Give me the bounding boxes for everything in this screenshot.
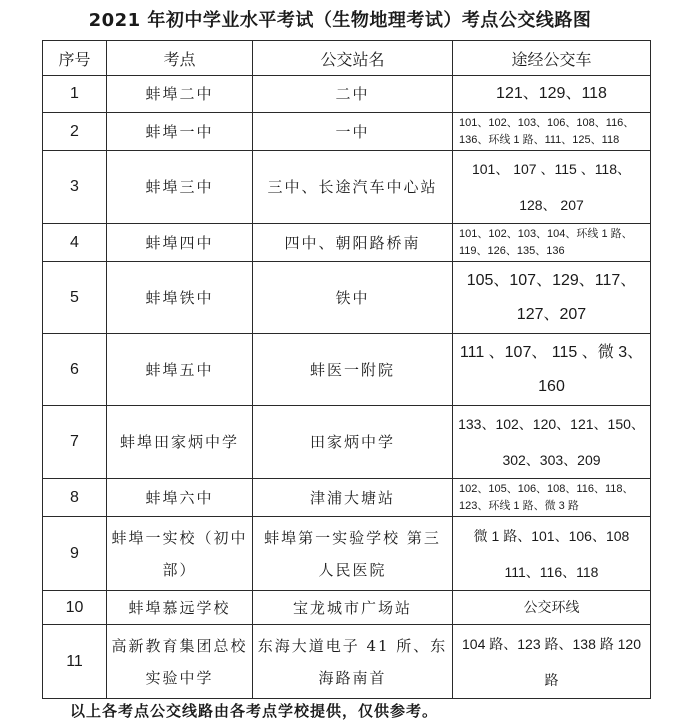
table-row: [43, 625, 651, 699]
row-routes: 102、105、106、108、116、118、123、环线 1 路、微 3 路: [453, 479, 651, 517]
table-row: [43, 591, 651, 625]
row-school: 蚌埠六中: [107, 479, 253, 517]
table-row: [43, 224, 651, 262]
row-no: 2: [43, 113, 107, 151]
table-row: [43, 334, 651, 406]
row-no: 10: [43, 591, 107, 625]
row-stop: 二中: [253, 76, 453, 113]
row-no: 6: [43, 334, 107, 406]
row-routes: 104 路、123 路、138 路 120 路: [453, 625, 651, 699]
page-title: 2021 年初中学业水平考试（生物地理考试）考点公交线路图: [88, 10, 592, 31]
row-school: 蚌埠慕远学校: [107, 591, 253, 625]
row-routes: 微 1 路、101、106、108 111、116、118: [453, 517, 651, 591]
header-no: 序号: [43, 41, 107, 76]
row-school: 蚌埠四中: [107, 224, 253, 262]
row-routes: 111 、107、 115 、微 3、160: [453, 334, 651, 406]
row-stop: 宝龙城市广场站: [253, 591, 453, 625]
row-no: 3: [43, 151, 107, 224]
row-school: 蚌埠田家炳中学: [107, 406, 253, 479]
row-routes: 105、107、129、117、127、207: [453, 262, 651, 334]
row-school: 蚌埠铁中: [107, 262, 253, 334]
row-routes: 133、102、120、121、150、302、303、209: [453, 406, 651, 479]
header-routes: 途经公交车: [453, 41, 651, 76]
row-stop: 三中、长途汽车中心站: [253, 151, 453, 224]
row-school: 蚌埠一实校（初中部）: [107, 517, 253, 591]
row-routes: 101、102、103、104、环线 1 路、119、126、135、136: [453, 224, 651, 262]
bus-route-table: [42, 40, 651, 699]
row-stop: 蚌埠第一实验学校 第三人民医院: [253, 517, 453, 591]
row-no: 8: [43, 479, 107, 517]
row-no: 4: [43, 224, 107, 262]
table-row: [43, 406, 651, 479]
row-no: 9: [43, 517, 107, 591]
row-stop: 铁中: [253, 262, 453, 334]
row-school: 蚌埠三中: [107, 151, 253, 224]
row-routes: 101、102、103、106、108、116、136、环线 1 路、111、125、118: [453, 113, 651, 151]
table-header-row: [43, 41, 651, 76]
row-stop: 一中: [253, 113, 453, 151]
row-stop: 四中、朝阳路桥南: [253, 224, 453, 262]
table-row: [43, 262, 651, 334]
row-school: 蚌埠二中: [107, 76, 253, 113]
table-row: [43, 76, 651, 113]
row-routes: 101、 107 、115 、118、 128、 207: [453, 151, 651, 224]
table-row: [43, 517, 651, 591]
row-routes: 公交环线: [453, 591, 651, 625]
row-school: 高新教育集团总校实验中学: [107, 625, 253, 699]
table-row: [43, 479, 651, 517]
row-no: 11: [43, 625, 107, 699]
header-school: 考点: [107, 41, 253, 76]
row-no: 7: [43, 406, 107, 479]
footer-note: 以上各考点公交线路由各考点学校提供，仅供参考。: [70, 702, 439, 720]
row-stop: 东海大道电子 41 所、东海路南首: [253, 625, 453, 699]
row-school: 蚌埠五中: [107, 334, 253, 406]
row-no: 5: [43, 262, 107, 334]
header-stop: 公交站名: [253, 41, 453, 76]
table-row: [43, 113, 651, 151]
row-stop: 蚌医一附院: [253, 334, 453, 406]
row-no: 1: [43, 76, 107, 113]
row-school: 蚌埠一中: [107, 113, 253, 151]
table-row: [43, 151, 651, 224]
row-routes: 121、129、118: [453, 76, 651, 113]
row-stop: 津浦大塘站: [253, 479, 453, 517]
row-stop: 田家炳中学: [253, 406, 453, 479]
